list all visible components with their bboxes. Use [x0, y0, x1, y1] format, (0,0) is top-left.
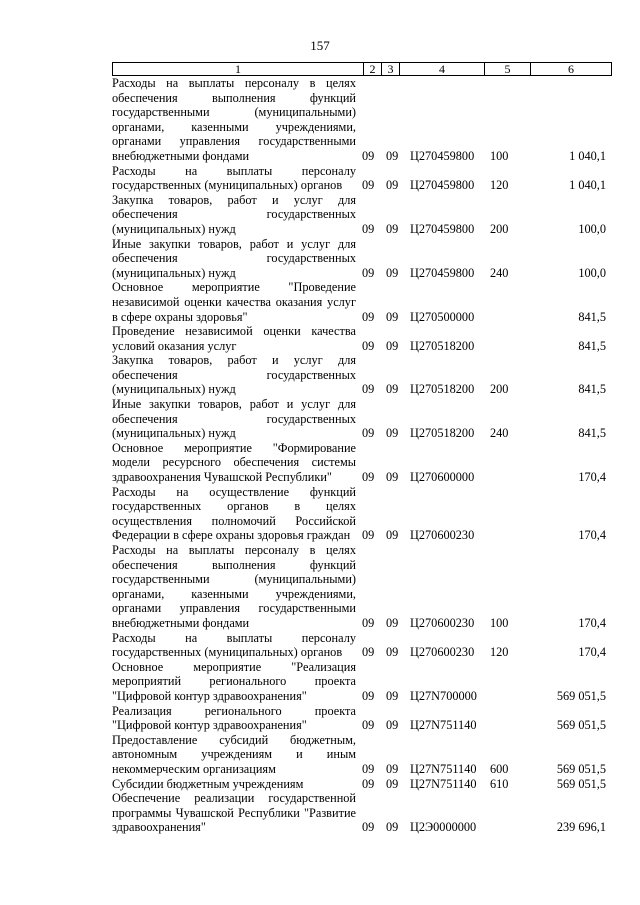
table-row	[112, 485, 612, 543]
row-amount: 239 696,1	[556, 820, 606, 835]
row-target-article-code: Ц270518200	[410, 338, 475, 353]
row-expense-type-code: 120	[490, 645, 509, 660]
table-row	[112, 397, 612, 441]
row-target-article-code: Ц270600230	[410, 528, 475, 543]
row-amount: 569 051,5	[556, 688, 606, 703]
row-description: Расходы на осуществление функций государственных органов в целях осуществления полномочий Российской Федерации в сфере охраны здоровья граждан	[112, 484, 356, 543]
table-row	[112, 280, 612, 324]
row-section-code: 09	[362, 615, 375, 630]
row-section-code: 09	[362, 718, 375, 733]
row-subsection-code: 09	[386, 688, 399, 703]
row-target-article-code: Ц27N751140	[410, 718, 477, 733]
table-row	[112, 660, 612, 704]
row-target-article-code: Ц270600000	[410, 470, 475, 485]
header-col-6: 6	[568, 62, 574, 76]
row-section-code: 09	[362, 688, 375, 703]
row-section-code: 09	[362, 221, 375, 236]
row-expense-type-code: 600	[490, 761, 509, 776]
header-col-4: 4	[439, 62, 445, 76]
table-row	[112, 791, 612, 835]
row-description: Расходы на выплаты персоналу государственных (муниципальных) органов	[112, 630, 356, 660]
row-description: Иные закупки товаров, работ и услуг для обеспечения государственных (муниципальных) нужд	[112, 397, 356, 441]
row-description: Основное мероприятие "Формирование модели ресурсного обеспечения системы здравоохранения Чувашской Республики"	[112, 440, 356, 485]
row-subsection-code: 09	[386, 178, 399, 193]
row-expense-type-code: 200	[490, 221, 509, 236]
table-row	[112, 76, 612, 164]
row-subsection-code: 09	[386, 776, 399, 791]
row-expense-type-code: 100	[490, 148, 509, 163]
row-description: Обеспечение реализации государственной программы Чувашской Республики "Развитие здравоохранения"	[112, 791, 356, 835]
row-subsection-code: 09	[386, 426, 399, 441]
table-row	[112, 324, 612, 353]
row-section-code: 09	[362, 820, 375, 835]
row-section-code: 09	[362, 776, 375, 791]
row-description: Расходы на выплаты персоналу в целях обеспечения выполнения функций государственными (муниципальными) органами, казенными учреждениями, органами управления государственными внебюджетными фондами	[112, 543, 356, 630]
row-subsection-code: 09	[386, 718, 399, 733]
table-row	[112, 193, 612, 237]
row-subsection-code: 09	[386, 309, 399, 324]
row-section-code: 09	[362, 645, 375, 660]
row-amount: 841,5	[578, 426, 606, 441]
table-row	[112, 353, 612, 397]
row-amount: 170,4	[578, 645, 606, 660]
row-target-article-code: Ц27N751140	[410, 761, 477, 776]
row-description: Закупка товаров, работ и услуг для обеспечения государственных (муниципальных) нужд	[112, 353, 356, 397]
row-amount: 170,4	[578, 470, 606, 485]
row-amount: 1 040,1	[569, 178, 606, 193]
table-row	[112, 164, 612, 193]
row-subsection-code: 09	[386, 382, 399, 397]
row-subsection-code: 09	[386, 528, 399, 543]
row-amount: 841,5	[578, 309, 606, 324]
row-expense-type-code: 240	[490, 265, 509, 280]
row-description: Иные закупки товаров, работ и услуг для обеспечения государственных (муниципальных) нужд	[112, 236, 356, 280]
row-description: Расходы на выплаты персоналу государственных (муниципальных) органов	[112, 163, 356, 193]
row-description: Основное мероприятие "Реализация мероприятий регионального проекта "Цифровой контур здравоохранения"	[112, 659, 356, 703]
row-section-code: 09	[362, 338, 375, 353]
row-section-code: 09	[362, 470, 375, 485]
table-row	[112, 733, 612, 777]
row-subsection-code: 09	[386, 761, 399, 776]
row-target-article-code: Ц270459800	[410, 148, 475, 163]
row-section-code: 09	[362, 178, 375, 193]
row-expense-type-code: 200	[490, 382, 509, 397]
row-expense-type-code: 120	[490, 178, 509, 193]
row-section-code: 09	[362, 265, 375, 280]
row-subsection-code: 09	[386, 338, 399, 353]
table-row	[112, 704, 612, 733]
row-target-article-code: Ц270459800	[410, 265, 475, 280]
table-row	[112, 441, 612, 485]
header-col-1: 1	[235, 62, 241, 76]
row-target-article-code: Ц270518200	[410, 426, 475, 441]
row-expense-type-code: 610	[490, 776, 509, 791]
header-col-3: 3	[387, 62, 394, 76]
row-subsection-code: 09	[386, 221, 399, 236]
row-section-code: 09	[362, 528, 375, 543]
row-description: Расходы на выплаты персоналу в целях обеспечения выполнения функций государственными (муниципальными) органами, казенными учреждениями, органами управления государственными внебюджетными фондами	[112, 76, 356, 163]
header-col-5: 5	[504, 62, 511, 76]
row-description: Предоставление субсидий бюджетным, автономным учреждениям и иным некоммерческим организациям	[112, 732, 356, 776]
row-target-article-code: Ц270518200	[410, 382, 475, 397]
row-description: Субсидии бюджетным учреждениям	[112, 776, 304, 791]
row-amount: 841,5	[578, 382, 606, 397]
table-row	[112, 543, 612, 631]
table-body	[112, 76, 612, 835]
row-subsection-code: 09	[386, 265, 399, 280]
row-description: Закупка товаров, работ и услуг для обеспечения государственных (муниципальных) нужд	[112, 192, 356, 236]
row-section-code: 09	[362, 148, 375, 163]
table-header	[112, 62, 612, 76]
row-description: Основное мероприятие "Проведение независимой оценки качества оказания услуг в сфере охраны здоровья"	[112, 280, 356, 324]
row-amount: 100,0	[578, 265, 606, 280]
table-row	[112, 237, 612, 281]
row-expense-type-code: 240	[490, 426, 509, 441]
table-row	[112, 631, 612, 660]
row-amount: 100,0	[578, 221, 606, 236]
row-section-code: 09	[362, 382, 375, 397]
row-section-code: 09	[362, 309, 375, 324]
row-subsection-code: 09	[386, 470, 399, 485]
row-subsection-code: 09	[386, 615, 399, 630]
row-subsection-code: 09	[386, 820, 399, 835]
row-subsection-code: 09	[386, 148, 399, 163]
row-target-article-code: Ц27N751140	[410, 776, 477, 791]
row-amount: 841,5	[578, 338, 606, 353]
row-amount: 170,4	[578, 528, 606, 543]
row-amount: 170,4	[578, 615, 606, 630]
header-col-2: 2	[369, 62, 376, 76]
row-expense-type-code: 100	[490, 615, 509, 630]
page-number: 157	[310, 38, 330, 53]
row-target-article-code: Ц27N700000	[410, 688, 477, 703]
row-amount: 1 040,1	[569, 148, 606, 163]
row-target-article-code: Ц270600230	[410, 615, 475, 630]
row-target-article-code: Ц2Э0000000	[410, 820, 477, 835]
row-target-article-code: Ц270459800	[410, 178, 475, 193]
row-section-code: 09	[362, 761, 375, 776]
table-row	[112, 777, 612, 792]
row-amount: 569 051,5	[556, 776, 606, 791]
row-target-article-code: Ц270600230	[410, 645, 475, 660]
row-target-article-code: Ц270459800	[410, 221, 475, 236]
row-amount: 569 051,5	[556, 718, 606, 733]
row-target-article-code: Ц270500000	[410, 309, 475, 324]
row-amount: 569 051,5	[556, 761, 606, 776]
row-section-code: 09	[362, 426, 375, 441]
budget-table	[112, 62, 612, 835]
row-description: Реализация регионального проекта "Цифровой контур здравоохранения"	[112, 703, 356, 733]
row-subsection-code: 09	[386, 645, 399, 660]
row-description: Проведение независимой оценки качества условий оказания услуг	[112, 324, 356, 353]
